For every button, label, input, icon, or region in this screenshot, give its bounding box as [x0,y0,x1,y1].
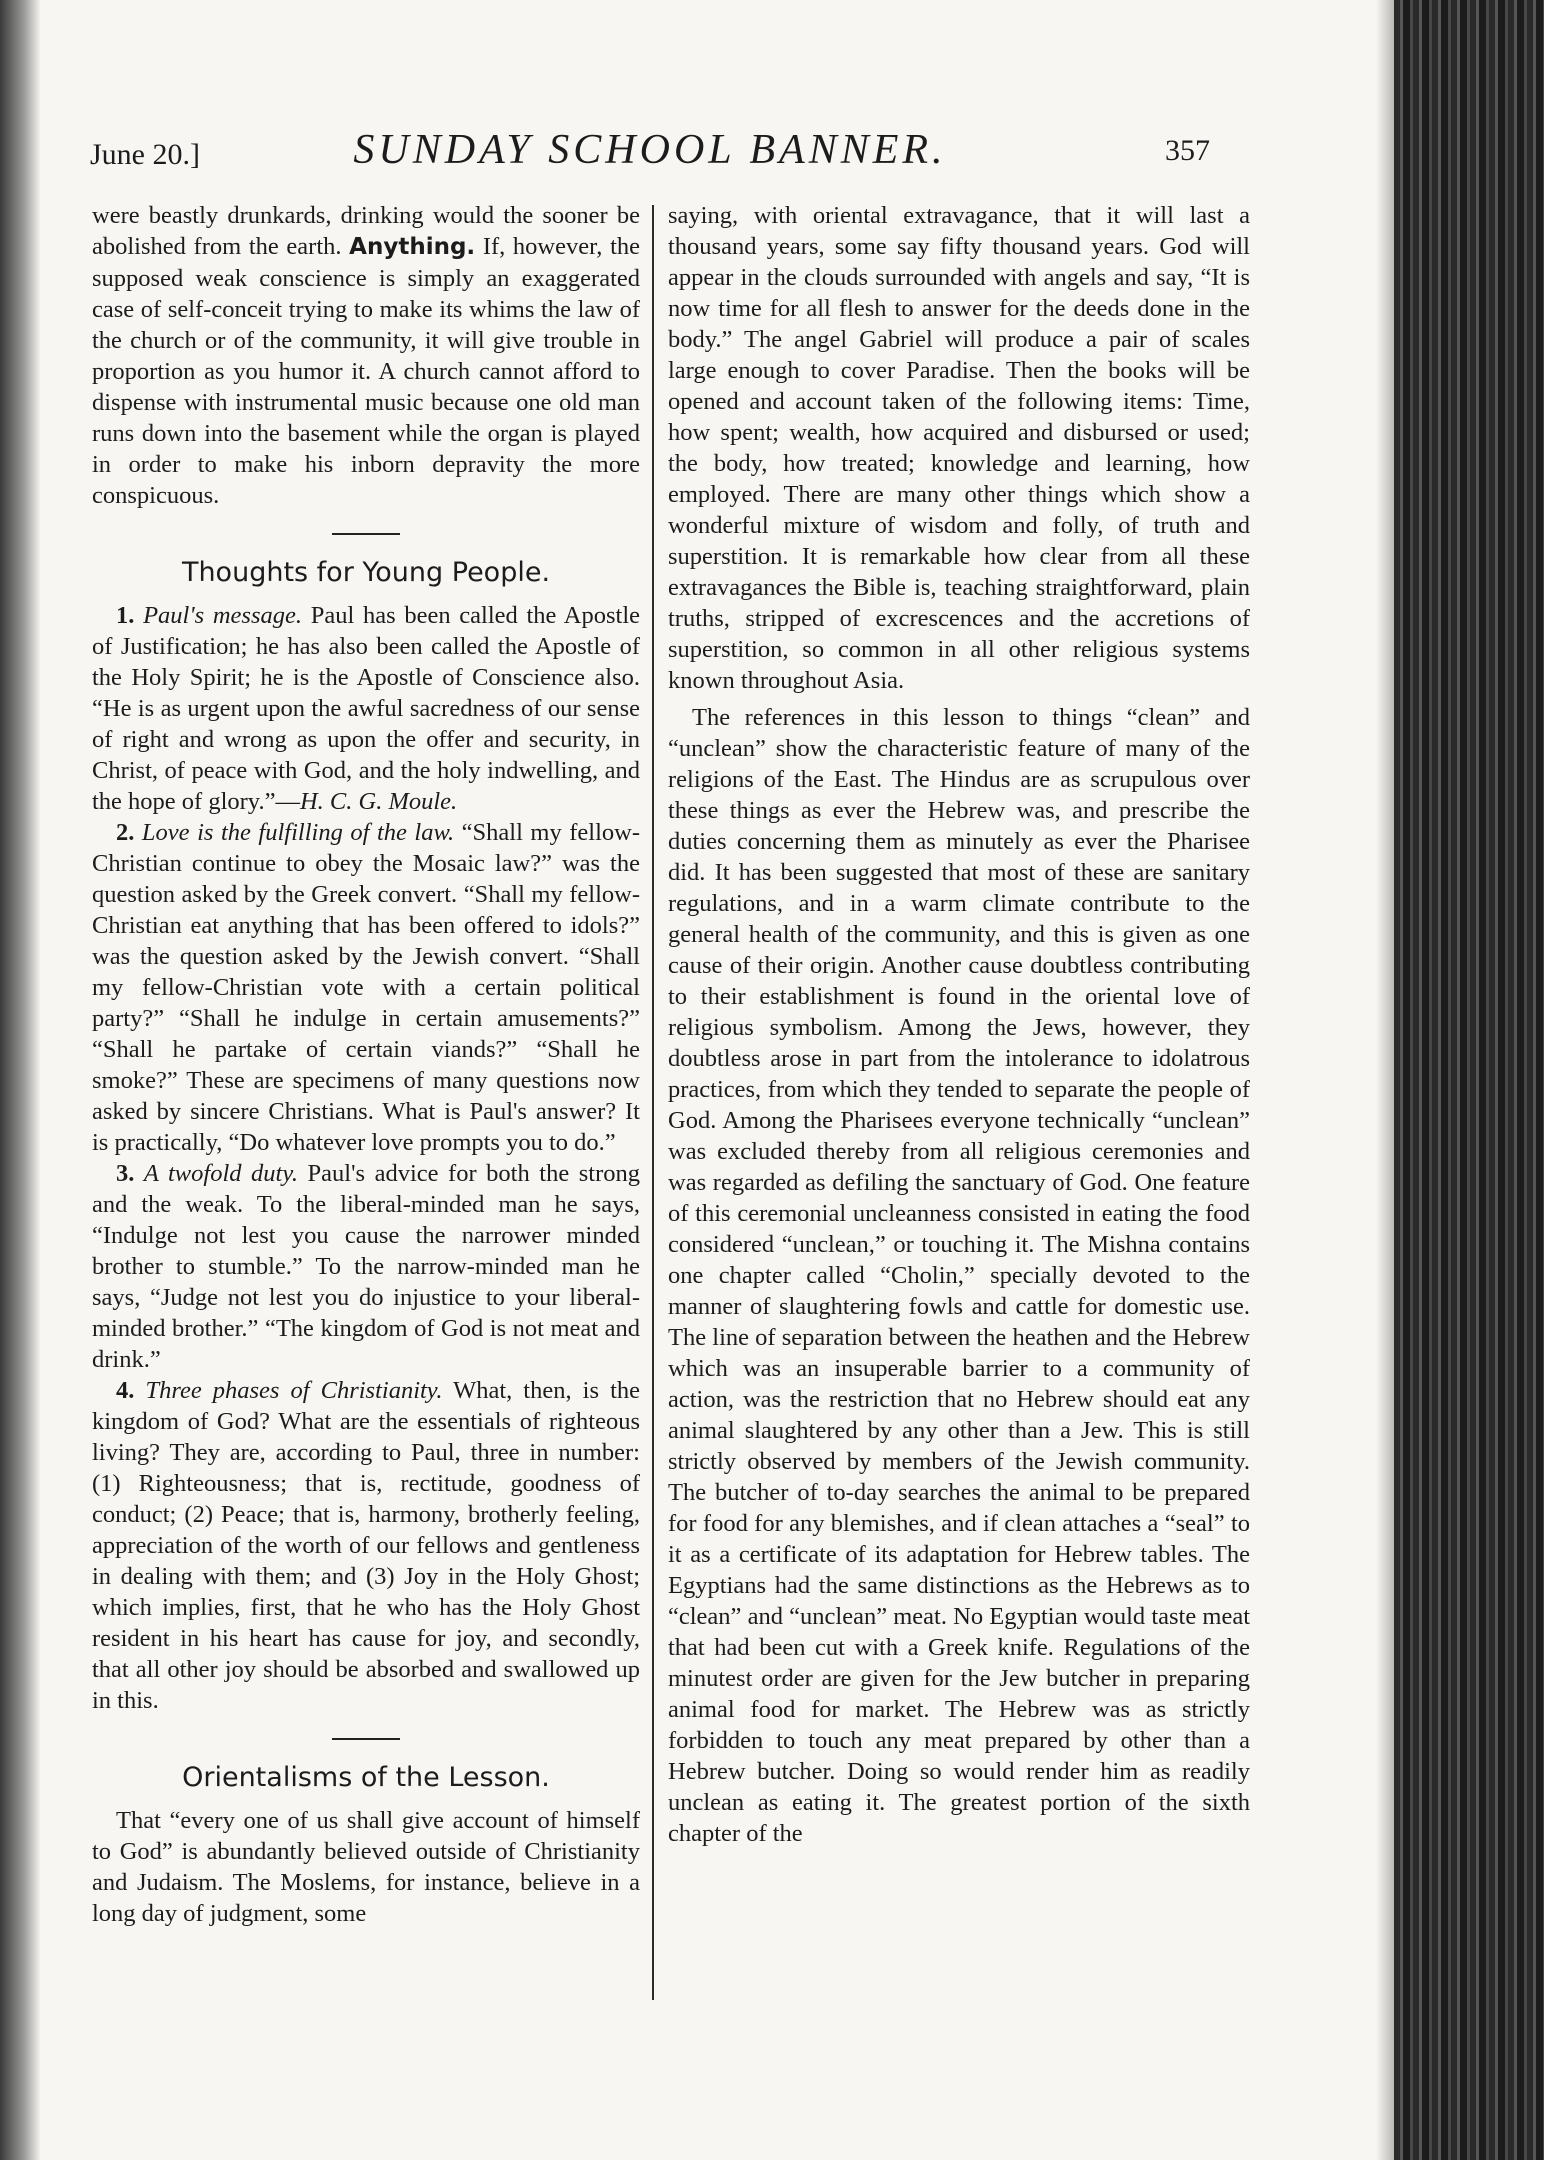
thought-item-4 [92,1375,640,1716]
thought-item-1 [92,600,640,817]
section-divider [332,533,400,535]
intro-text-b: If, however, the supposed weak conscience is simply an exaggerated case of self-conceit trying to make its whims the law of the church or of the community, it will give trouble in proportion as you humor it. A church cannot afford to dispense with instrumental music because one old man runs down into the basement while the organ is played in order to make his inborn depravity the more conspicuous. [92,233,640,509]
item-heading: Three phases of Christianity. [145,1377,443,1404]
thought-item-3 [92,1158,640,1375]
item-number: 4. [116,1377,135,1404]
right-paragraph-1: saying, with oriental extravagance, that it will last a thousand years, some say fifty thousand years. God will appear in the clouds surrounded with angels and say, “It is now time for all flesh to answer for the deeds done in the body.” The angel Gabriel will produce a pair of scales large enough to cover Paradise. Then the books will be opened and account taken of the following items: Time, how spent; wealth, how acquired and disbursed or used; the body, how treated; knowledge and learning, how employed. There are many other things which show a wonderful mixture of wisdom and folly, of truth and superstition. It is remarkable how clear from all these extravagances the Bible is, teaching straightforward, plain truths, stripped of excrescences and the accretions of superstition, so common in all other religious systems known throughout Asia. [668,202,1250,694]
item-number: 3. [116,1160,135,1187]
item-number: 2. [116,819,135,846]
thought-item-2 [92,817,640,1158]
item-heading: Paul's message. [143,602,302,629]
publication-title: SUNDAY SCHOOL BANNER. [353,127,947,173]
item-text: What, then, is the kingdom of God? What are the essentials of righteous living? They are, according to Paul, three in number: (1) Righteousness; that is, rectitude, goodness of conduct; (2) Peace; that is, harmony, brotherly feeling, appreciation of the worth of our fellows and gentleness in dealing with them; and (3) Joy in the Holy Ghost; which implies, first, that he who has the Holy Ghost resident in his heart has cause for joy, and secondly, that all other joy should be absorbed and swallowed up in this. [92,1377,640,1714]
intro-text-a: were beastly drunkards, drinking would the sooner be abolished from the earth. [92,202,640,260]
page-gutter-shadow [0,0,40,2160]
section-title-orientalisms: Orientalisms of the Lesson. [182,1762,550,1793]
item-text: Paul's advice for both the strong and the weak. To the liberal-minded man he says, “Indulge not lest you cause the narrower minded brother to stumble.” To the narrow-minded man he says, “Judge not lest you do injustice to your liberal-minded brother.” “The kingdom of God is not meat and drink.” [92,1160,640,1373]
item-text: Paul has been called the Apostle of Justification; he has also been called the Apostle of the Holy Spirit; he is the Apostle of Conscience also. “He is as urgent upon the awful sacredness of our sense of right and wrong as upon the offer and security, in Christ, of peace with God, and the holy indwelling, and the hope of glory.”— [92,602,640,815]
right-paragraph-2: The references in this lesson to things “clean” and “unclean” show the characteristic feature of many of the religions of the East. The Hindus are as scrupulous over these things as ever the Hebrew was, and prescribe the duties concerning them as minutely as ever the Pharisee did. It has been suggested that most of these are sanitary regulations, and in a warm climate contribute to the general health of the community, and this is given as one cause of their origin. Another cause doubtless contributing to their establishment is found in the oriental love of religious symbolism. Among the Jews, however, they doubtless arose in part from the intolerance to idolatrous practices, from which they tended to separate the people of God. Among the Pharisees everyone technically “unclean” was excluded thereby from all religious ceremonies and was regarded as defiling the sanctuary of God. One feature of this ceremonial uncleanness consisted in eating the food considered “unclean,” or touching it. The Mishna contains one chapter called “Cholin,” specially devoted to the manner of slaughtering fowls and cattle for domestic use. The line of separation between the heathen and the Hebrew which was an insuperable barrier to a community of action, was the restriction that no Hebrew should eat any animal slaughtered by any other than a Jew. This is still strictly observed by members of the Jewish community. The butcher of to-day searches the animal to be prepared for food for any blemishes, and if clean attaches a “seal” to it as a certificate of its adaptation for Hebrew tables. The Egyptians had the same distinctions as the Hebrews as to “clean” and “unclean” meat. No Egyptian would taste meat that had been cut with a Greek knife. Regulations of the minutest order are given for the Jew butcher in preparing animal food for market. The Hebrew was as strictly forbidden to touch any meat prepared by other than a Hebrew butcher. Doing so would render him as readily unclean as eating it. The greatest portion of the sixth chapter of the [668,704,1250,1847]
item-text: “Shall my fellow-Christian continue to obey the Mosaic law?” was the question asked by the Greek convert. “Shall my fellow-Christian eat anything that has been offered to idols?” was the question asked by the Jewish convert. “Shall my fellow-Christian vote with a certain political party?” “Shall he indulge in certain amusements?” “Shall he partake of certain viands?” “Shall he smoke?” These are specimens of many questions now asked by sincere Christians. What is Paul's answer? It is practically, “Do whatever love prompts you to do.” [92,819,640,1156]
item-citation: H. C. G. Moule. [299,788,458,815]
item-heading: Love is the fulfilling of the law. [141,819,455,846]
section-divider [332,1738,400,1740]
intro-bold-word: Anything. [349,234,476,260]
page-header [90,120,1210,180]
column-divider [652,205,654,2000]
item-heading: A twofold duty. [143,1160,298,1187]
header-date: June 20.] [90,138,200,171]
right-column [668,200,1250,2000]
intro-paragraph [92,200,640,511]
section-title-thoughts: Thoughts for Young People. [181,557,551,588]
item-number: 1. [116,602,135,629]
left-column [92,200,640,2000]
page-number: 357 [1165,134,1210,167]
book-page-edges [1394,0,1544,2160]
orientalisms-paragraph-start: That “every one of us shall give account of himself to God” is abundantly believed outside of Christianity and Judaism. The Moslems, for instance, believe in a long day of judgment, some [92,1807,640,1927]
